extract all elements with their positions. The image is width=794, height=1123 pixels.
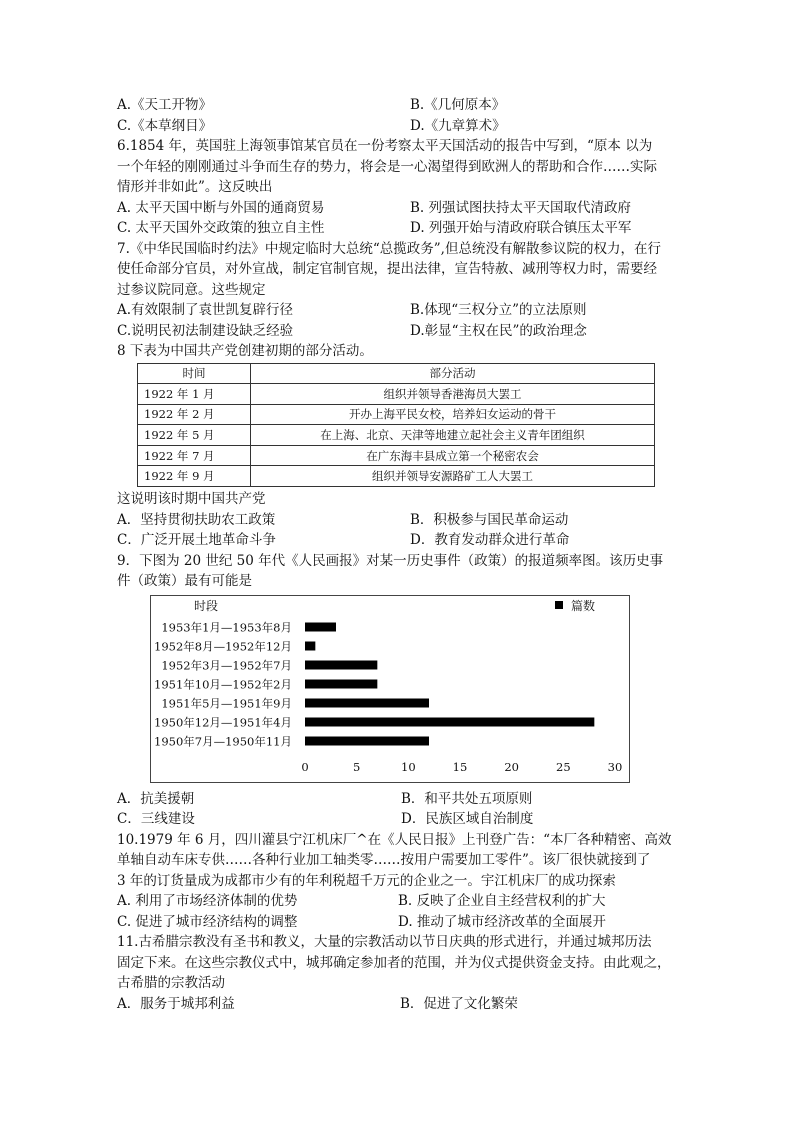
legend-swatch: [555, 601, 563, 609]
bar: [305, 736, 429, 745]
activity-table: [137, 363, 655, 488]
x-tick-label: 0: [301, 759, 309, 774]
q10-option-a[interactable]: A. 利用了市场经济体制的优势: [117, 893, 298, 910]
q7-option-b[interactable]: B.体现“三权分立”的立法原则: [410, 302, 587, 318]
q11-stem-line-1: 11.古希腊宗教没有圣书和教义，大量的宗教活动以节日庆典的形式进行，并通过城邦历法: [117, 934, 652, 951]
report-frequency-chart: [150, 595, 677, 787]
category-label: 1952年3月—1952年7月: [161, 658, 292, 673]
q10-stem-line-3: 3 年的订货量成为成都市少有的年利税超千万元的企业之一。宇江机床厂的成功探索: [117, 872, 616, 889]
q7-options-row-1: [117, 300, 677, 321]
q8-option-d[interactable]: D．教育发动群众进行革命: [410, 532, 570, 549]
q9-stem-line-2: 件（政策）最有可能是: [117, 573, 252, 590]
q6-option-a[interactable]: A. 太平天国中断与外国的通商贸易: [117, 199, 325, 216]
table-cell-activity: 在广东海丰县成立第一个秘密农会: [251, 445, 655, 466]
q11-option-a[interactable]: A．服务于城邦利益: [117, 995, 235, 1012]
table-cell-time: 1922 年 1 月: [138, 384, 251, 405]
table-row: [138, 384, 655, 405]
bar: [305, 660, 377, 669]
table-row: [138, 445, 655, 466]
table-cell-time: 1922 年 5 月: [138, 425, 251, 446]
x-tick-label: 20: [504, 759, 519, 774]
q5-option-a[interactable]: A.《天工开物》: [117, 97, 213, 113]
table-cell-time: 1922 年 7 月: [138, 445, 251, 466]
q9-option-c[interactable]: C．三线建设: [117, 811, 195, 828]
bar: [305, 641, 315, 650]
q10-stem-line-1: 10.1979 年 6 月，四川灌县宁江机床厂^在《人民日报》上刊登广告：“本厂各种精密、高效: [117, 831, 672, 848]
q8-option-a[interactable]: A．坚持贯彻扶助农工政策: [117, 511, 276, 528]
q6-stem-line-3: 情形并非如此”。这反映出: [117, 179, 273, 195]
q10-option-b[interactable]: B. 反映了企业自主经营权利的扩大: [398, 893, 606, 910]
category-label: 1952年8月—1952年12月: [154, 639, 292, 654]
q6-option-b[interactable]: B. 列强试图扶持太平天国取代清政府: [410, 199, 632, 216]
bar: [305, 717, 594, 726]
chart-axis-title: 时段: [194, 598, 219, 613]
table-cell-activity: 开办上海平民女校，培养妇女运动的骨干: [251, 404, 655, 425]
table-cell-time: 1922 年 2 月: [138, 404, 251, 425]
q6-option-d[interactable]: D. 列强开始与清政府联合镇压太平军: [410, 220, 632, 236]
table-cell-time: 1922 年 9 月: [138, 466, 251, 487]
q9-option-a[interactable]: A．抗美援朝: [117, 790, 195, 807]
legend-label: 篇数: [571, 598, 596, 613]
category-label: 1953年1月—1953年8月: [161, 620, 292, 635]
q10-options-row-1: [117, 891, 677, 912]
q5-options-row-1: [117, 95, 677, 116]
q5-options-row-2: [117, 116, 677, 137]
q8-stem: 8 下表为中国共产党创建初期的部分活动。: [117, 343, 373, 359]
table-cell-activity: 组织并领导香港海员大罢工: [251, 384, 655, 405]
q10-options-row-2: [117, 912, 677, 933]
q5-option-b[interactable]: B.《几何原本》: [410, 97, 506, 113]
x-tick-label: 5: [353, 759, 361, 774]
x-tick-label: 15: [452, 759, 468, 774]
q7-option-a[interactable]: A.有效限制了袁世凯复辟行径: [117, 302, 294, 318]
table-row: [138, 425, 655, 446]
q5-option-c[interactable]: C.《本草纲目》: [117, 117, 213, 134]
q9-option-d[interactable]: D．民族区域自治制度: [401, 811, 534, 828]
q7-stem-line-2: 使任命部分官员，对外宣战，制定官制官规，提出法律，宣告特赦、减刑等权力时，需要经: [117, 261, 657, 277]
q11-options-row-1: [117, 994, 677, 1015]
q8-option-b[interactable]: B．积极参与国民革命运动: [410, 511, 569, 528]
q8-option-c[interactable]: C．广泛开展土地革命斗争: [117, 532, 276, 549]
table-header-row: [138, 363, 655, 384]
q6-stem-line-1: 6.1854 年，英国驻上海领事馆某官员在一份考察太平天国活动的报告中写到，“原本 以为: [117, 138, 653, 154]
category-label: 1951年10月—1952年2月: [154, 677, 292, 692]
x-tick-label: 10: [401, 759, 416, 774]
bar: [305, 622, 336, 631]
q9-options-row-1: [117, 789, 677, 810]
q6-options-row-1: [117, 198, 677, 219]
q6-option-c[interactable]: C. 太平天国外交政策的独立自主性: [117, 220, 325, 236]
category-label: 1951年5月—1951年9月: [161, 696, 292, 711]
q10-option-d[interactable]: D. 推动了城市经济改革的全面展开: [398, 913, 606, 930]
q10-option-c[interactable]: C. 促进了城市经济结构的调整: [117, 913, 298, 930]
table-cell-activity: 在上海、北京、天津等地建立起社会主义青年团组织: [251, 425, 655, 446]
table-row: [138, 466, 655, 487]
q8-options-row-1: [117, 510, 677, 531]
q9-option-b[interactable]: B．和平共处五项原则: [401, 790, 533, 807]
q6-stem-line-2: 一个年轻的刚刚通过斗争而生存的势力，将会是一心渴望得到欧洲人的帮助和合作……实际: [117, 158, 657, 175]
table-cell-activity: 组织并领导安源路矿工人大罢工: [251, 466, 655, 487]
q9-options-row-2: [117, 809, 677, 830]
q8-options-row-2: [117, 530, 677, 551]
q11-stem-line-2: 固定下来。在这些宗教仪式中，城邦确定参加者的范围，并为仪式提供资金支持。由此观之，: [117, 954, 671, 971]
q7-stem-line-3: 过参议院同意。这些规定: [117, 281, 266, 298]
q7-stem-line-1: 7.《中华民国临时约法》中规定临时大总统“总揽政务”,但总统没有解散参议院的权力，在行: [117, 240, 661, 257]
category-label: 1950年7月—1950年11月: [154, 734, 292, 749]
q7-option-c[interactable]: C.说明民初法制建设缺乏经验: [117, 322, 294, 339]
q5-option-d[interactable]: D.《九章算术》: [410, 117, 506, 134]
q11-option-b[interactable]: B．促进了文化繁荣: [400, 995, 518, 1012]
x-tick-label: 25: [556, 759, 571, 774]
q8-after-text: 这说明该时期中国共产党: [117, 491, 266, 508]
table-header-activity: 部分活动: [251, 363, 655, 384]
table-row: [138, 404, 655, 425]
bar-chart-svg: [150, 595, 630, 783]
q10-stem-line-2: 单轴自动车床专供……各种行业加工轴类零……按用户需要加工零件”。该厂很快就接到了: [117, 852, 651, 869]
q6-options-row-2: [117, 218, 677, 239]
x-tick-label: 30: [607, 759, 623, 774]
bar: [305, 698, 429, 707]
bar: [305, 679, 377, 688]
q7-option-d[interactable]: D.彰显“主权在民”的政治理念: [410, 322, 587, 339]
q7-options-row-2: [117, 321, 677, 342]
exam-page: [117, 95, 677, 1014]
q11-stem-line-3: 古希腊的宗教活动: [117, 975, 225, 992]
category-label: 1950年12月—1951年4月: [154, 715, 292, 730]
q9-stem-line-1: 9．下图为 20 世纪 50 年代《人民画报》对某一历史事件（政策）的报道频率图。该历史事: [117, 552, 664, 569]
table-header-time: 时间: [138, 363, 251, 384]
